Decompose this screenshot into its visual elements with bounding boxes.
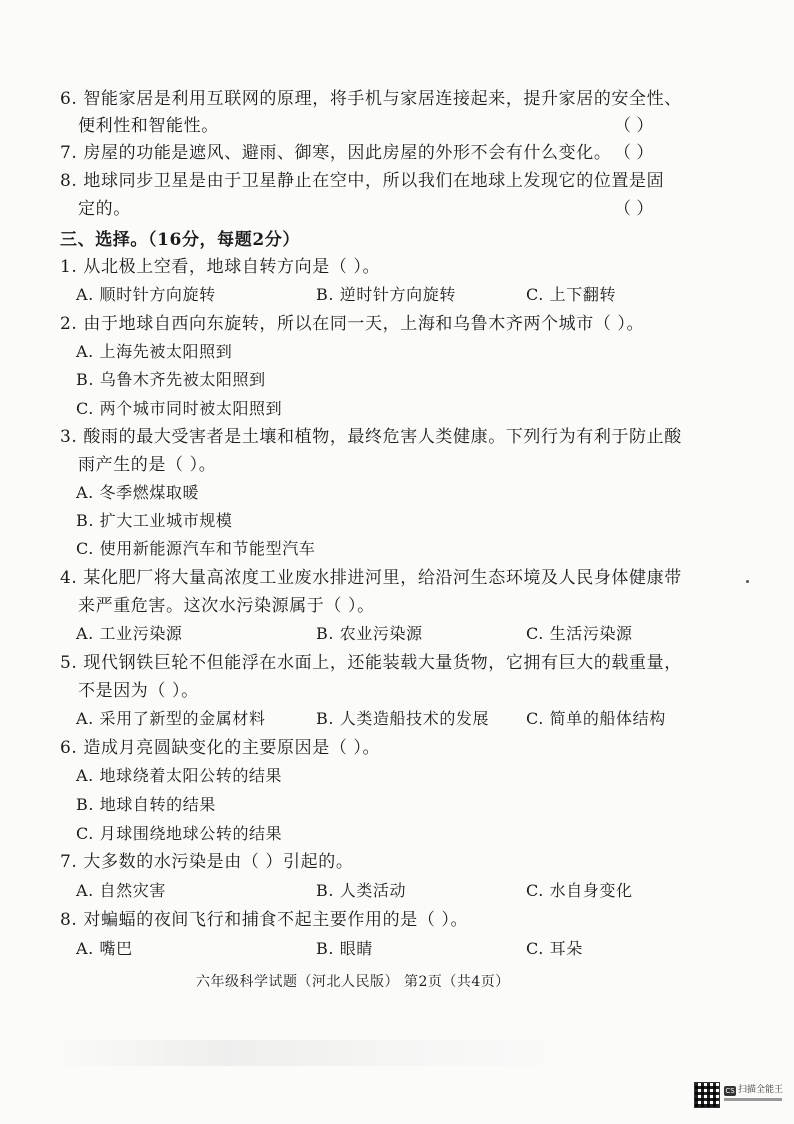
watermark-subline: [724, 1098, 782, 1101]
scan-speck: [746, 580, 749, 583]
question-3-stem-line-2: 雨产生的是（ ）。: [78, 455, 217, 475]
question-3-option-a[interactable]: A. 冬季燃煤取暖: [76, 483, 200, 502]
question-4-stem-line-1: 4. 某化肥厂将大量高浓度工业废水排进河里，给沿河生态环境及人民身体健康带: [60, 568, 682, 588]
question-4-stem-line-2: 来严重危害。这次水污染源属于（ ）。: [78, 596, 375, 616]
question-7-option-c[interactable]: C. 水自身变化: [526, 881, 633, 900]
judgement-6-answer-paren[interactable]: （ ）: [614, 116, 654, 136]
camscanner-logo-icon: CS: [725, 1087, 735, 1095]
section-3-heading: 三、选择。（16分，每题2分）: [60, 230, 300, 250]
judgement-8-line-2: 定的。: [78, 199, 131, 219]
question-6-stem: 6. 造成月亮圆缺变化的主要原因是（ ）。: [60, 738, 381, 758]
question-1-option-c[interactable]: C. 上下翻转: [526, 285, 617, 304]
question-5-option-b[interactable]: B. 人类造船技术的发展: [316, 709, 490, 728]
question-8-stem: 8. 对蝙蝠的夜间飞行和捕食不起主要作用的是（ ）。: [60, 910, 469, 930]
question-4-option-c[interactable]: C. 生活污染源: [526, 624, 633, 643]
question-8-option-a[interactable]: A. 嘴巴: [76, 939, 133, 958]
judgement-8-answer-paren[interactable]: （ ）: [614, 199, 654, 219]
question-1-option-a[interactable]: A. 顺时针方向旋转: [76, 285, 216, 304]
question-8-option-b[interactable]: B. 眼睛: [316, 939, 373, 958]
judgement-8-line-1: 8. 地球同步卫星是由于卫星静止在空中，所以我们在地球上发现它的位置是固: [60, 171, 665, 191]
question-7-option-b[interactable]: B. 人类活动: [316, 881, 407, 900]
question-6-option-a[interactable]: A. 地球绕着太阳公转的结果: [76, 766, 283, 785]
question-3-stem-line-1: 3. 酸雨的最大受害者是土壤和植物，最终危害人类健康。下列行为有利于防止酸: [60, 427, 682, 447]
question-4-option-b[interactable]: B. 农业污染源: [316, 624, 423, 643]
scanner-watermark: [694, 1082, 786, 1110]
question-8-option-c[interactable]: C. 耳朵: [526, 939, 583, 958]
question-7-option-a[interactable]: A. 自然灾害: [76, 881, 166, 900]
question-5-option-a[interactable]: A. 采用了新型的金属材料: [76, 709, 266, 728]
question-1-stem: 1. 从北极上空看，地球自转方向是（ ）。: [60, 257, 381, 277]
question-2-option-c[interactable]: C. 两个城市同时被太阳照到: [76, 399, 283, 418]
judgement-6-line-2: 便利性和智能性。: [78, 116, 219, 136]
question-1-option-b[interactable]: B. 逆时针方向旋转: [316, 285, 456, 304]
question-2-option-b[interactable]: B. 乌鲁木齐先被太阳照到: [76, 370, 266, 389]
question-7-stem: 7. 大多数的水污染是由（ ）引起的。: [60, 852, 354, 872]
judgement-7-line-1: 7. 房屋的功能是遮风、避雨、御寒，因此房屋的外形不会有什么变化。: [60, 143, 612, 163]
judgement-6-line-1: 6. 智能家居是利用互联网的原理，将手机与家居连接起来，提升家居的安全性、: [60, 89, 682, 109]
question-2-option-a[interactable]: A. 上海先被太阳照到: [76, 342, 233, 361]
watermark-text: 扫描全能王: [738, 1085, 784, 1095]
qr-code-icon: [694, 1082, 720, 1108]
question-5-stem-line-1: 5. 现代钢铁巨轮不但能浮在水面上，还能装载大量货物，它拥有巨大的载重量，: [60, 653, 682, 673]
question-2-stem: 2. 由于地球自西向东旋转，所以在同一天，上海和乌鲁木齐两个城市（ ）。: [60, 314, 645, 334]
page-footer: 六年级科学试题（河北人民版） 第2页（共4页）: [196, 974, 510, 990]
question-3-option-c[interactable]: C. 使用新能源汽车和节能型汽车: [76, 539, 316, 558]
question-5-stem-line-2: 不是因为（ ）。: [78, 681, 199, 701]
scan-shadow: [40, 1040, 600, 1066]
question-5-option-c[interactable]: C. 简单的船体结构: [526, 709, 666, 728]
question-6-option-c[interactable]: C. 月球围绕地球公转的结果: [76, 824, 283, 843]
question-3-option-b[interactable]: B. 扩大工业城市规模: [76, 511, 233, 530]
question-6-option-b[interactable]: B. 地球自转的结果: [76, 795, 216, 814]
judgement-7-answer-paren[interactable]: （ ）: [614, 143, 654, 163]
question-4-option-a[interactable]: A. 工业污染源: [76, 624, 183, 643]
